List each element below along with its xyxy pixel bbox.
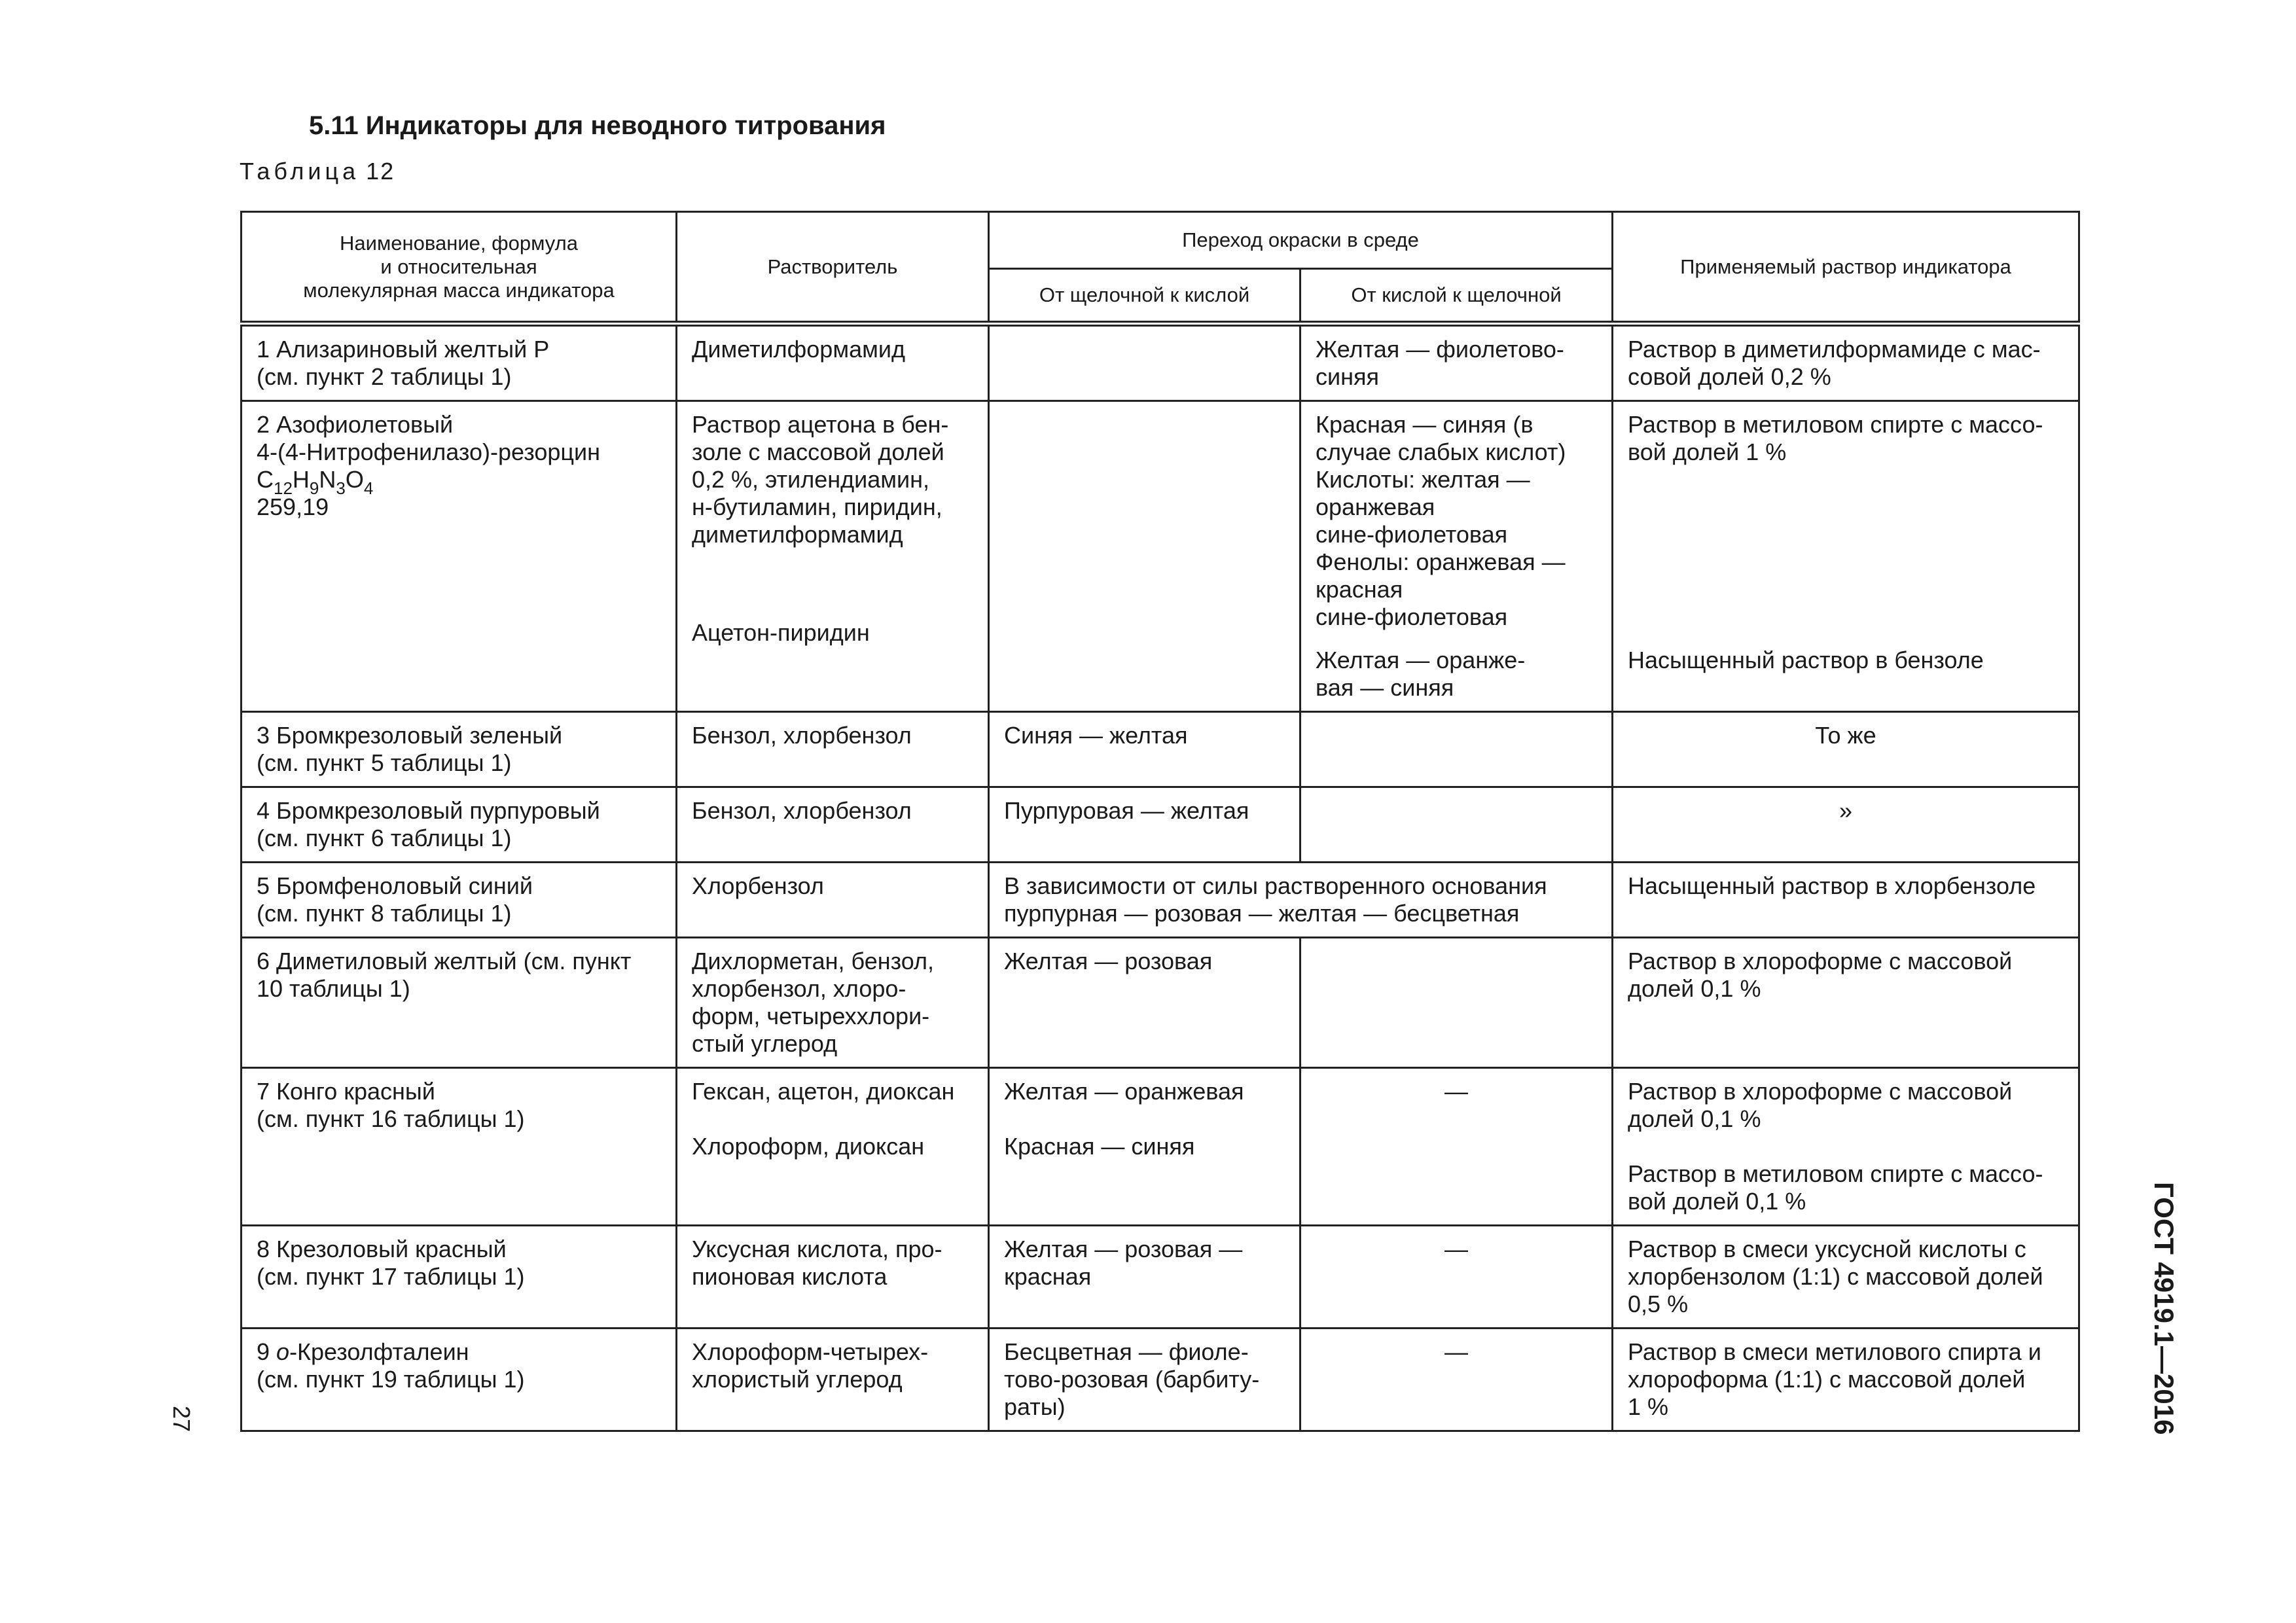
section-heading: 5.11 Индикаторы для неводного титрования: [309, 111, 886, 140]
table-caption: [240, 158, 395, 185]
table-row: [242, 1226, 2079, 1329]
table-row: [242, 401, 2079, 712]
cell-indicator-name: 3 Бромкрезоловый зеленый (см. пункт 5 таблицы 1): [242, 712, 677, 787]
cell-solvent: Диметилформамид: [677, 324, 989, 401]
cell-solution: Раствор в диметилформамиде с мас- совой долей 0,2 %: [1613, 324, 2079, 401]
table-row: [242, 787, 2079, 863]
cell-acid-to-alk: —: [1300, 1068, 1613, 1226]
cell-solvent: Хлороформ-четырех- хлористый углерод: [677, 1329, 989, 1431]
indicators-table: [240, 211, 2080, 1432]
cell-acid-to-alk: Желтая — фиолетово- синяя: [1300, 324, 1613, 401]
cell-transition-merged: В зависимости от силы растворенного основания пурпурная — розовая — желтая — бесцветная: [989, 863, 1613, 938]
cell-indicator-name: 2 Азофиолетовый 4-(4-Нитрофенилазо)-резорцин $C_{12}H_9N_3O_4$ 259,19: [242, 401, 677, 712]
cell-solvent: Раствор ацетона в бен- золе с массовой долей 0,2 %, этилендиамин, н-бутиламин, пиридин, диметилформамид Ацетон-пиридин: [677, 401, 989, 712]
cell-acid-to-alk: Красная — синяя (в случае слабых кислот) Кислоты: желтая — оранжевая сине-фиолетовая Фенолы: оранжевая — красная сине-фиолетовая Желтая — оранже- вая — синяя: [1300, 401, 1613, 712]
table-row: [242, 324, 2079, 401]
cell-acid-to-alk: [1300, 787, 1613, 863]
cell-acid-to-alk: —: [1300, 1329, 1613, 1431]
cell-alk-to-acid: Синяя — желтая: [989, 712, 1300, 787]
cell-solution: Насыщенный раствор в хлорбензоле: [1613, 863, 2079, 938]
cell-alk-to-acid: [989, 324, 1300, 401]
cell-solution: Раствор в смеси метилового спирта и хлороформа (1:1) с массовой долей 1 %: [1613, 1329, 2079, 1431]
cell-alk-to-acid: Бесцветная — фиоле- тово-розовая (барбиту- раты): [989, 1329, 1300, 1431]
cell-solvent: Хлорбензол: [677, 863, 989, 938]
cell-solution: Раствор в смеси уксусной кислоты с хлорбензолом (1:1) с массовой долей 0,5 %: [1613, 1226, 2079, 1329]
cell-acid-to-alk: [1300, 712, 1613, 787]
col-header-acid-to-alk: От кислой к щелочной: [1300, 269, 1613, 324]
col-header-solution: Применяемый раствор индикатора: [1613, 212, 2079, 324]
col-header-transition: Переход окраски в среде: [989, 212, 1613, 269]
chemical-formula: $C_{12}H_9N_3O_4$: [257, 466, 374, 498]
cell-solution: То же: [1613, 712, 2079, 787]
molecular-mass: 259,19: [257, 493, 329, 520]
table-row: [242, 1068, 2079, 1226]
cell-solvent: Дихлорметан, бензол, хлорбензол, хлоро- форм, четыреххлори- стый углерод: [677, 938, 989, 1068]
table-caption-number: 12: [366, 158, 395, 185]
cell-indicator-name: 7 Конго красный (см. пункт 16 таблицы 1): [242, 1068, 677, 1226]
table-row: [242, 1329, 2079, 1431]
col-header-solvent: Растворитель: [677, 212, 989, 324]
standard-designation: ГОСТ 4919.1—2016: [2149, 1182, 2179, 1435]
table-row: [242, 863, 2079, 938]
cell-indicator-name: 1 Ализариновый желтый Р (см. пункт 2 таблицы 1): [242, 324, 677, 401]
cell-alk-to-acid: Желтая — розовая — красная: [989, 1226, 1300, 1329]
col-header-alk-to-acid: От щелочной к кислой: [989, 269, 1300, 324]
cell-indicator-name: 5 Бромфеноловый синий (см. пункт 8 таблицы 1): [242, 863, 677, 938]
cell-solvent: Бензол, хлорбензол: [677, 712, 989, 787]
cell-solvent: Бензол, хлорбензол: [677, 787, 989, 863]
cell-solvent: Уксусная кислота, про- пионовая кислота: [677, 1226, 989, 1329]
cell-alk-to-acid: [989, 401, 1300, 712]
cell-solution: Раствор в хлороформе с массовой долей 0,1 % Раствор в метиловом спирте с массо- вой долей 0,1 %: [1613, 1068, 2079, 1226]
cell-alk-to-acid: Пурпуровая — желтая: [989, 787, 1300, 863]
table-row: [242, 938, 2079, 1068]
cell-solution: Раствор в метиловом спирте с массо- вой долей 1 % Насыщенный раствор в бензоле: [1613, 401, 2079, 712]
cell-indicator-name: 8 Крезоловый красный (см. пункт 17 таблицы 1): [242, 1226, 677, 1329]
table-caption-word: Таблица: [240, 158, 360, 185]
cell-indicator-name: 4 Бромкрезоловый пурпуровый (см. пункт 6 таблицы 1): [242, 787, 677, 863]
cell-solvent: Гексан, ацетон, диоксан Хлороформ, диоксан: [677, 1068, 989, 1226]
cell-alk-to-acid: Желтая — розовая: [989, 938, 1300, 1068]
cell-indicator-name: 9 о-Крезолфталеин (см. пункт 19 таблицы 1): [242, 1329, 677, 1431]
cell-solution: Раствор в хлороформе с массовой долей 0,1 %: [1613, 938, 2079, 1068]
cell-acid-to-alk: [1300, 938, 1613, 1068]
cell-alk-to-acid: Желтая — оранжевая Красная — синяя: [989, 1068, 1300, 1226]
cell-acid-to-alk: —: [1300, 1226, 1613, 1329]
cell-solution: »: [1613, 787, 2079, 863]
table-row: [242, 712, 2079, 787]
page-number: 27: [168, 1406, 195, 1433]
cell-indicator-name: 6 Диметиловый желтый (см. пункт 10 таблицы 1): [242, 938, 677, 1068]
col-header-name: Наименование, формула и относительная молекулярная масса индикатора: [242, 212, 677, 324]
